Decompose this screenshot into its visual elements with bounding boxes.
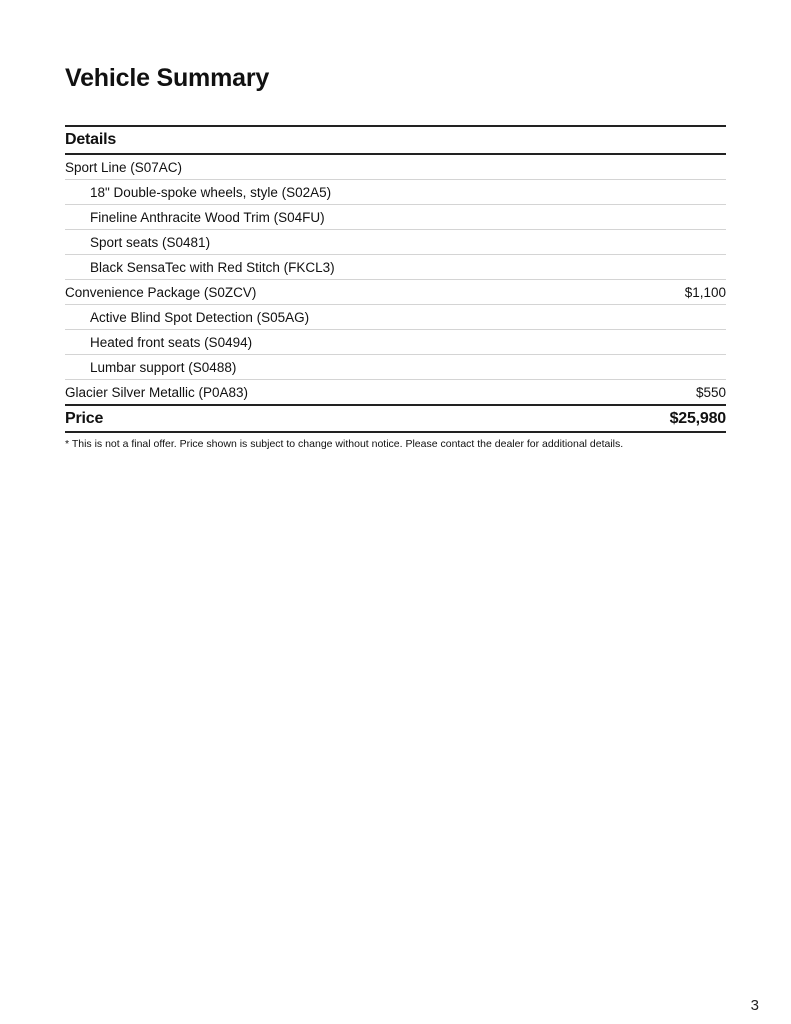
line-item-label: Sport seats (S0481) [90,234,211,250]
line-item-label: Heated front seats (S0494) [90,334,253,350]
total-price-value: $25,980 [669,409,726,427]
line-item-label: Active Blind Spot Detection (S05AG) [90,309,310,325]
line-item-label: Fineline Anthracite Wood Trim (S04FU) [90,209,325,225]
line-item [65,230,726,255]
line-item-label: Lumbar support (S0488) [90,359,237,375]
details-header [65,125,726,155]
line-item-label: 18" Double-spoke wheels, style (S02A5) [90,184,332,200]
line-item-price: $550 [695,384,726,400]
line-item [65,255,726,280]
line-item [65,380,726,406]
line-item-label: Sport Line (S07AC) [65,159,183,175]
line-item-label: Glacier Silver Metallic (P0A83) [65,384,249,400]
line-item [65,155,726,180]
line-item [65,305,726,330]
total-price-label: Price [65,409,104,427]
line-item [65,180,726,205]
line-item-label: Convenience Package (S0ZCV) [65,284,257,300]
details-header-label: Details [65,131,117,148]
line-item [65,330,726,355]
line-item-label: Black SensaTec with Red Stitch (FKCL3) [90,259,335,275]
total-price-row [65,406,726,433]
line-item [65,280,726,305]
line-item-price: $1,100 [684,284,726,300]
page-title: Vehicle Summary [65,64,270,92]
vehicle-summary-table [65,125,726,451]
disclaimer-note: * This is not a final offer. Price shown is subject to change without notice. Please contact the dealer for additional details. [65,438,624,450]
line-item [65,355,726,380]
line-item [65,205,726,230]
page-number: 3 [750,997,759,1014]
